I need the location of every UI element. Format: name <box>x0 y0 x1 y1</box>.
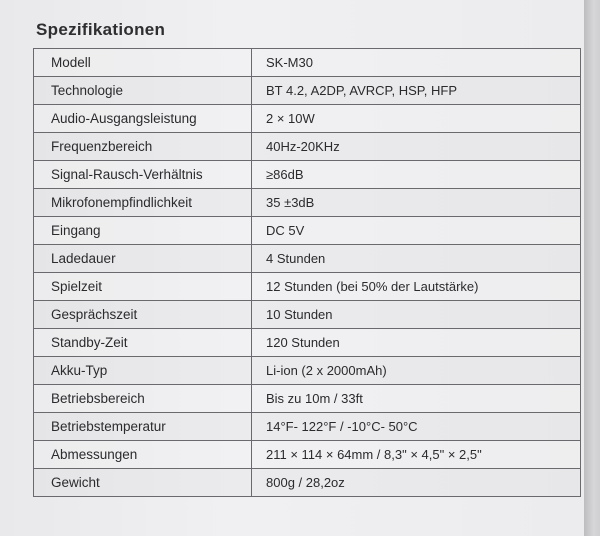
spec-label: Gewicht <box>34 469 252 497</box>
spec-label: Abmessungen <box>34 441 252 469</box>
spec-value: 211 × 114 × 64mm / 8,3" × 4,5" × 2,5" <box>252 441 581 469</box>
table-row <box>34 77 581 105</box>
table-row <box>34 441 581 469</box>
spec-value: 2 × 10W <box>252 105 581 133</box>
spec-value: 14°F- 122°F / -10°C- 50°C <box>252 413 581 441</box>
spec-label: Gesprächszeit <box>34 301 252 329</box>
spec-value: 12 Stunden (bei 50% der Lautstärke) <box>252 273 581 301</box>
page-title: Spezifikationen <box>36 20 166 39</box>
spec-label: Standby-Zeit <box>34 329 252 357</box>
spec-value: ≥86dB <box>252 161 581 189</box>
table-row <box>34 329 581 357</box>
spec-value: DC 5V <box>252 217 581 245</box>
spec-label: Technologie <box>34 77 252 105</box>
spec-label: Frequenzbereich <box>34 133 252 161</box>
spec-label: Akku-Typ <box>34 357 252 385</box>
table-row <box>34 273 581 301</box>
table-row <box>34 357 581 385</box>
spec-label: Spielzeit <box>34 273 252 301</box>
spec-value: 35 ±3dB <box>252 189 581 217</box>
spec-value: 40Hz-20KHz <box>252 133 581 161</box>
table-row <box>34 161 581 189</box>
spec-label: Betriebstemperatur <box>34 413 252 441</box>
spec-label: Eingang <box>34 217 252 245</box>
spec-value: 4 Stunden <box>252 245 581 273</box>
table-row <box>34 133 581 161</box>
table-row <box>34 49 581 77</box>
table-row <box>34 385 581 413</box>
spec-label: Signal-Rausch-Verhältnis <box>34 161 252 189</box>
spec-value: Bis zu 10m / 33ft <box>252 385 581 413</box>
table-row <box>34 245 581 273</box>
spec-value: SK-M30 <box>252 49 581 77</box>
spec-label: Audio-Ausgangsleistung <box>34 105 252 133</box>
table-row <box>34 217 581 245</box>
spec-value: Li-ion (2 x 2000mAh) <box>252 357 581 385</box>
table-row <box>34 301 581 329</box>
page-edge <box>584 0 600 536</box>
spec-value: 800g / 28,2oz <box>252 469 581 497</box>
spec-value: 120 Stunden <box>252 329 581 357</box>
spec-table <box>33 48 581 497</box>
spec-label: Modell <box>34 49 252 77</box>
table-row <box>34 469 581 497</box>
spec-label: Betriebsbereich <box>34 385 252 413</box>
table-row <box>34 105 581 133</box>
spec-label: Ladedauer <box>34 245 252 273</box>
spec-value: 10 Stunden <box>252 301 581 329</box>
spec-label: Mikrofonempfindlichkeit <box>34 189 252 217</box>
table-row <box>34 189 581 217</box>
table-row <box>34 413 581 441</box>
spec-value: BT 4.2, A2DP, AVRCP, HSP, HFP <box>252 77 581 105</box>
